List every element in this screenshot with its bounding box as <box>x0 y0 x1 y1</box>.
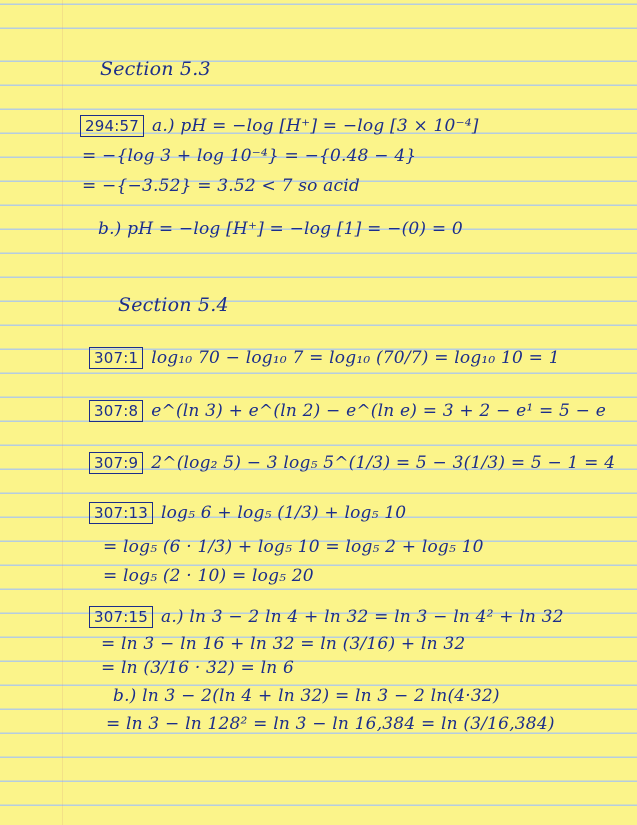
problem-label: 307:13 <box>89 502 153 524</box>
expression: 2^(log₂ 5) − 3 log₅ 5^(1/3) = 5 − 3(1/3) = 5 − 1 = 4 <box>151 453 616 473</box>
problem-307-15-line-4: b.) ln 3 − 2(ln 4 + ln 32) = ln 3 − 2 ln(4·32) <box>113 686 500 706</box>
problem-label: 307:9 <box>89 452 143 474</box>
problem-307-8-line <box>89 400 606 422</box>
problem-307-15-line-5: = ln 3 − ln 128² = ln 3 − ln 16,384 = ln (3/16,384) <box>106 714 555 734</box>
problem-label: 307:1 <box>89 347 143 369</box>
section-heading-5-3: Section 5.3 <box>100 58 211 80</box>
expression: log₅ 6 + log₅ (1/3) + log₅ 10 <box>160 503 407 523</box>
problem-307-13-line-1 <box>89 502 406 524</box>
section-heading-5-4: Section 5.4 <box>118 294 229 316</box>
margin-line <box>62 0 63 825</box>
problem-294-57-line-2: = −{log 3 + log 10⁻⁴} = −{0.48 − 4} <box>82 146 417 166</box>
problem-307-13-line-3: = log₅ (2 · 10) = log₅ 20 <box>103 566 314 586</box>
problem-307-15-line-3: = ln (3/16 · 32) = ln 6 <box>101 658 294 678</box>
problem-294-57-line-4: b.) pH = −log [H⁺] = −log [1] = −(0) = 0 <box>98 219 463 239</box>
problem-294-57-line-1 <box>80 115 479 137</box>
problem-294-57-line-3: = −{−3.52} = 3.52 < 7 so acid <box>82 176 360 196</box>
problem-307-13-line-2: = log₅ (6 · 1/3) + log₅ 10 = log₅ 2 + log₅ 10 <box>103 537 484 557</box>
problem-307-15-line-2: = ln 3 − ln 16 + ln 32 = ln (3/16) + ln 32 <box>101 634 466 654</box>
expression: a.) pH = −log [H⁺] = −log [3 × 10⁻⁴] <box>151 116 479 136</box>
problem-label: 294:57 <box>80 115 144 137</box>
expression: a.) ln 3 − 2 ln 4 + ln 32 = ln 3 − ln 4² + ln 32 <box>160 607 564 627</box>
problem-label: 307:15 <box>89 606 153 628</box>
problem-307-15-line-1 <box>89 606 564 628</box>
expression: e^(ln 3) + e^(ln 2) − e^(ln e) = 3 + 2 − e¹ = 5 − e <box>151 401 606 421</box>
problem-label: 307:8 <box>89 400 143 422</box>
problem-307-9-line <box>89 452 615 474</box>
problem-307-1-line <box>89 347 560 369</box>
expression: log₁₀ 70 − log₁₀ 7 = log₁₀ (70/7) = log₁₀ 10 = 1 <box>151 348 560 368</box>
